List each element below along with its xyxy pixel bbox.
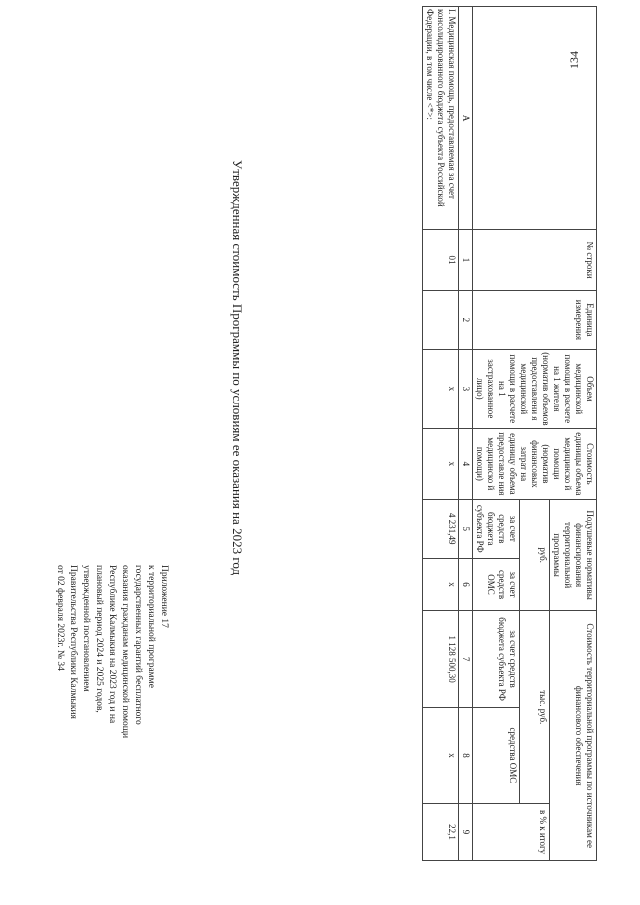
row-budget-cost: 1 128 500,30 [423, 611, 459, 707]
cost-table [422, 6, 597, 861]
column-number: 4 [459, 428, 473, 499]
row-percent: 22,1 [423, 804, 459, 861]
row-cost-unit: х [423, 428, 459, 499]
appendix-note [53, 565, 170, 865]
header-name [473, 7, 597, 230]
row-name: I. Медицинская помощь, предоставляемая за счет консолидированного бюджета субъекта Российской Федерации, в том числе <*>: [423, 7, 459, 230]
header-percent: в % к итогу [473, 804, 550, 861]
row-volume: х [423, 349, 459, 428]
column-number: 9 [459, 804, 473, 861]
column-number: 5 [459, 499, 473, 558]
appendix-line: государственных гарантий бесплатного [133, 565, 143, 725]
appendix-line: от 02 февраля 2023г. № 34 [55, 565, 65, 671]
appendix-line: утвержденной постановлением [81, 565, 91, 692]
column-number: 7 [459, 611, 473, 707]
column-number: 3 [459, 349, 473, 428]
appendix-line: Правительства Республики Калмыкия [68, 565, 78, 719]
header-budget-cost: за счет средств бюджета субъекта РФ [473, 611, 520, 707]
header-per-capita: Подушевые нормативы финансирования территориальной программы [550, 499, 597, 611]
row-budget-pc: 4 231,49 [423, 499, 459, 558]
column-number: А [459, 7, 473, 230]
header-oms-cost: средства ОМС [473, 707, 520, 803]
appendix-line: Республике Калмыкия на 2023 год и на [107, 565, 117, 724]
appendix-line: Приложение 17 [159, 565, 169, 628]
row-unit [423, 290, 459, 349]
column-number-row [459, 7, 473, 861]
header-row-no: № строки [473, 230, 597, 291]
appendix-line: оказания гражданам медицинской помощи [120, 565, 130, 739]
header-program-cost: Стоимость территориальной программы по источникам ее финансового обеспечения [550, 611, 597, 861]
row-oms-pc: х [423, 558, 459, 611]
header-rub: руб. [520, 499, 550, 611]
row-oms-cost: х [423, 707, 459, 803]
header-cost-unit: Стоимость единицы объема медицинско й помощи (норматив финансовых затрат на единицу объема предоставле ния медицинско й помощи) [473, 428, 597, 499]
header-budget-pc: за счет средств бюджета субъекта РФ [473, 499, 520, 558]
header-row [550, 7, 597, 861]
page-number: 134 [567, 51, 581, 69]
header-oms-pc: за счет средств ОМС [473, 558, 520, 611]
header-unit: Единица измерения [473, 290, 597, 349]
document-title: Утвержденная стоимость Программы по условиям ее оказания на 2023 год [230, 160, 245, 576]
column-number: 6 [459, 558, 473, 611]
table-row [423, 7, 459, 861]
column-number: 8 [459, 707, 473, 803]
appendix-line: плановый период 2024 и 2025 годов, [94, 565, 104, 713]
column-number: 1 [459, 230, 473, 291]
header-volume: Объем медицинской помощи в расчете на 1 жителя (норматив объемов предоставлени я медицинской помощи в расчете на 1 застрахованное лицо) [473, 349, 597, 428]
row-number: 01 [423, 230, 459, 291]
appendix-line: к территориальной программе [146, 565, 156, 688]
column-number: 2 [459, 290, 473, 349]
header-thousand-rub: тыс. руб. [520, 611, 550, 804]
